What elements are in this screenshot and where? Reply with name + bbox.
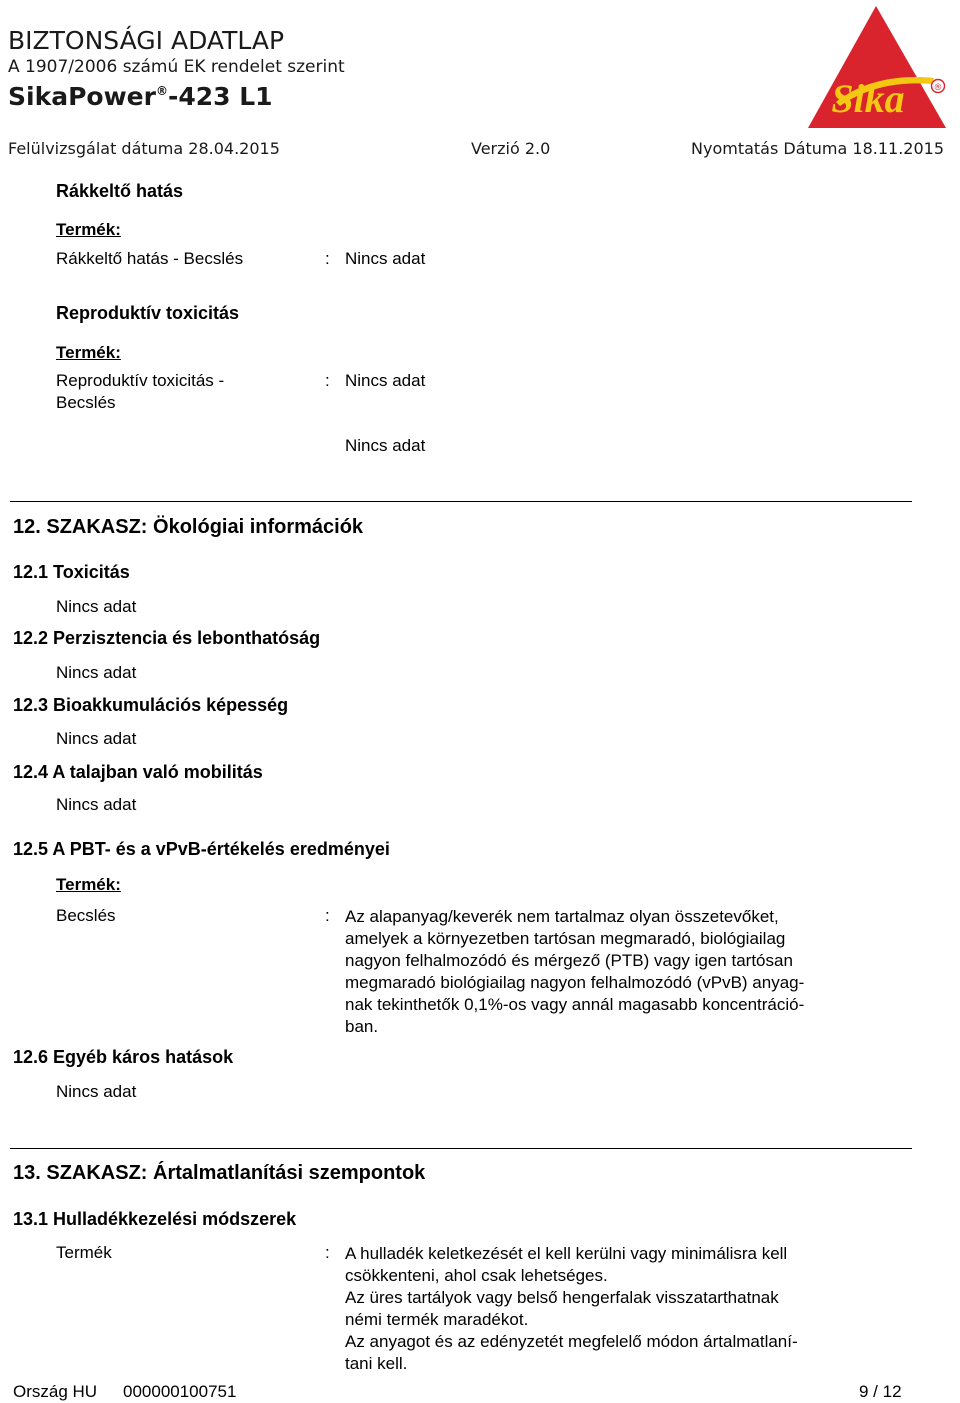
section12-2-heading: 12.2 Perzisztencia és lebonthatóság [13, 628, 321, 648]
section12-5-row-value: Az alapanyag/keverék nem tartalmaz olyan összetevőket, amelyek a környezetben tartósan megmaradó, biológiailag nagyon felhalmozódó és mérgező (PTB) vagy igen tartósan megmaradó biológiailag nagyon felhalmozódó (vPvB) anyag- nak tekinthetők 0,1%-os vagy annál magasabb koncentráció- ban. [345, 907, 805, 1036]
revision-date: Felülvizsgálat dátuma 28.04.2015 [8, 139, 280, 158]
logo-registered-mark: ® [934, 82, 942, 92]
section13-title: 13. SZAKASZ: Ártalmatlanítási szempontok [13, 1162, 426, 1184]
section12-rule [10, 501, 912, 502]
carcinogenicity-row-label: Rákkeltő hatás - Becslés [56, 249, 244, 268]
section12-5-row-label: Becslés [56, 906, 116, 925]
version-label: Verzió 2.0 [471, 139, 551, 158]
footer-doc-number: 000000100751 [123, 1382, 237, 1401]
reproductive-extra-value: Nincs adat [345, 436, 426, 455]
section12-title: 12. SZAKASZ: Ökológiai információk [13, 516, 364, 538]
reproductive-row-label-line1: Reproduktív toxicitás - [56, 371, 225, 390]
reproductive-product-label: Termék: [56, 343, 121, 362]
reproductive-colon: : [325, 371, 330, 390]
footer-country: Ország HU [13, 1382, 98, 1401]
section13-1-heading: 13.1 Hulladékkezelési módszerek [13, 1209, 297, 1229]
section12-4-heading: 12.4 A talajban való mobilitás [13, 762, 263, 782]
regulation-line: A 1907/2006 számú EK rendelet szerint [8, 57, 345, 77]
logo-text: Sika [831, 76, 905, 121]
section12-4-value: Nincs adat [56, 795, 137, 814]
section13-row-value: A hulladék keletkezését el kell kerülni vagy minimálisra kell csökkenteni, ahol csak lehetséges. Az üres tartályok vagy belső hengerfalak visszatarthatnak némi termék maradékot. Az anyagot és az edényzetét megfelelő módon ártalmatlaní- tani kell. [345, 1244, 798, 1373]
section13-rule [10, 1148, 912, 1149]
product-code: -423 L1 [167, 82, 273, 111]
section13-colon: : [325, 1243, 330, 1262]
section12-5-product-label: Termék: [56, 875, 121, 894]
reproductive-row-label-line2: Becslés [56, 393, 116, 412]
section12-3-value: Nincs adat [56, 729, 137, 748]
reproductive-row-value: Nincs adat [345, 371, 426, 390]
registered-mark: ® [155, 84, 168, 98]
section12-1-value: Nincs adat [56, 597, 137, 616]
carcinogenicity-product-label: Termék: [56, 220, 121, 239]
footer-page-number: 9 / 12 [859, 1382, 902, 1401]
section12-6-value: Nincs adat [56, 1082, 137, 1101]
section13-row-label: Termék [56, 1243, 112, 1262]
carcinogenicity-heading: Rákkeltő hatás [56, 181, 184, 201]
reproductive-heading: Reproduktív toxicitás [56, 303, 240, 323]
section12-5-colon: : [325, 906, 330, 925]
carcinogenicity-row-value: Nincs adat [345, 249, 426, 268]
product-name [8, 82, 273, 111]
section12-1-heading: 12.1 Toxicitás [13, 562, 130, 582]
product-name-base: SikaPower [8, 82, 156, 111]
section12-3-heading: 12.3 Bioakkumulációs képesség [13, 695, 289, 715]
sika-logo [806, 4, 954, 132]
section12-6-heading: 12.6 Egyéb káros hatások [13, 1047, 234, 1067]
print-date: Nyomtatás Dátuma 18.11.2015 [691, 139, 945, 158]
section12-2-value: Nincs adat [56, 663, 137, 682]
document-title: BIZTONSÁGI ADATLAP [8, 26, 285, 55]
carcinogenicity-colon: : [325, 249, 330, 268]
section12-5-heading: 12.5 A PBT- és a vPvB-értékelés eredményei [13, 839, 390, 859]
